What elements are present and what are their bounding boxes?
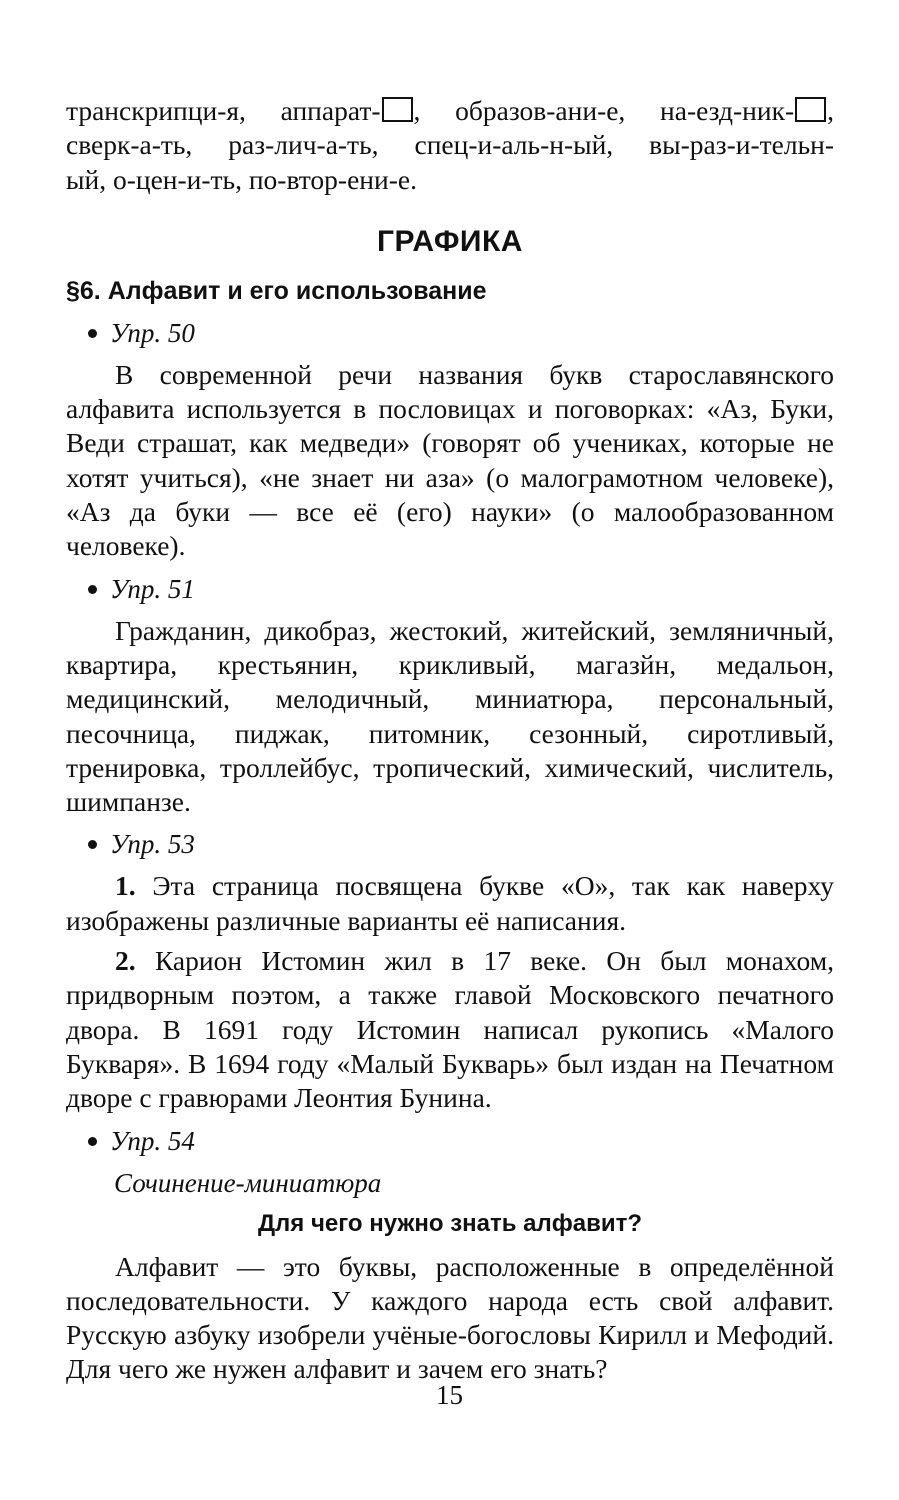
intro-text-b: , образов-ани-е, на-езд-ник- <box>413 95 795 126</box>
bullet-icon <box>88 840 97 849</box>
essay-title: Для чего нужно знать алфавит? <box>257 1209 643 1237</box>
exercise-label-text: Упр. 51 <box>110 573 195 604</box>
exercise-label-text: Упр. 54 <box>110 1125 195 1156</box>
item-number: 1. <box>115 870 136 902</box>
paragraph-heading: §6. Алфавит и его использование <box>66 276 487 305</box>
item-text: Карион Истомин жил в 17 веке. Он был монахом, придворным поэтом, а также главой Московского печатного двора. В 1691 году Истомин написал рукопись «Малого Букваря». В 1694 году «Малый Букварь» был издан на Печатном дворе с гравюрами Леонтия Бунина. <box>66 945 835 1114</box>
page-content <box>66 94 834 1387</box>
bullet-icon <box>88 585 97 594</box>
bullet-icon <box>88 329 97 338</box>
exercise-label-53 <box>88 827 834 861</box>
exercise-label-text: Упр. 50 <box>110 317 195 348</box>
page-number: 15 <box>436 1380 463 1410</box>
exercise-label-51 <box>88 572 834 606</box>
exercise-label-50 <box>88 316 834 350</box>
intro-line-1 <box>66 94 834 128</box>
empty-box <box>795 97 826 122</box>
exercise-53-item-1 <box>66 869 834 938</box>
item-number: 2. <box>115 945 136 977</box>
intro-text-c: , <box>827 95 834 126</box>
intro-line-3: ый, о-цен-и-ть, по-втор-ени-е. <box>66 163 417 195</box>
bullet-icon <box>88 1137 97 1146</box>
section-title: ГРАФИКА <box>377 224 523 258</box>
essay-genre: Сочинение-миниатюра <box>114 1167 382 1198</box>
essay-text: Алфавит — это буквы, расположенные в определённой последовательности. У каждого народа есть свой алфавит. Русскую азбуку изобрели учёные-богословы Кирилл и Мефодий. Для чего же нужен алфавит и зачем его знать? <box>66 1250 834 1385</box>
exercise-50-text: В современной речи названия букв старославянского алфавита используется в пословицах и поговорках: «Аз, Буки, Веди страшат, как медведи» (говорят об учениках, которые не хотят учиться), «не знает ни аза» (о малограмотном человеке), «Аз да буки — все её (его) науки» (о малообразованном человеке). <box>66 358 834 562</box>
exercise-label-text: Упр. 53 <box>110 829 195 860</box>
intro-text-a: транскрипци-я, аппарат- <box>66 95 381 126</box>
exercise-label-54 <box>88 1124 834 1158</box>
intro-line-2: сверк-а-ть, раз-лич-а-ть, спец-и-аль-н-ый, вы-раз-и-тельн- <box>66 129 834 161</box>
exercise-51-text: Гражданин, дикобраз, жестокий, житейский, земляничный, квартира, крестьянин, крикливый, магазйн, медальон, медицинский, мелодичный, миниатюра, персональный, песочница, пиджак, питомник, сезонный, сиротливый, тренировка, троллейбус, тропический, химический, числитель, шимпанзе. <box>66 614 834 818</box>
item-text: Эта страница посвящена букве «О», так как наверху изображены различные варианты её написания. <box>66 870 835 936</box>
empty-box <box>382 97 413 122</box>
exercise-53-item-2 <box>66 944 834 1115</box>
